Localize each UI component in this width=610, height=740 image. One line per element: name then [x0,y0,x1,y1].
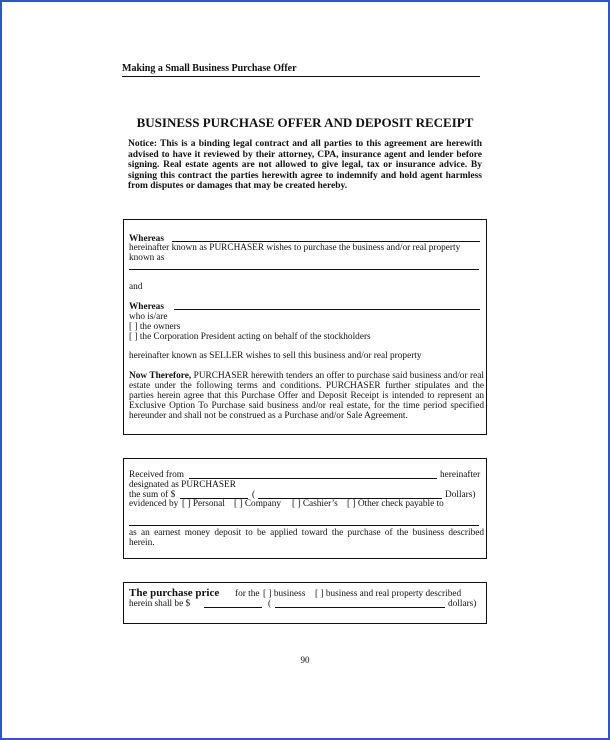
page-number: 90 [300,655,310,665]
paren-open: ( [252,490,256,500]
for-the-label: for the [235,589,260,599]
president-checkbox[interactable]: [ ] the Corporation President acting on behalf of the stockholders [129,332,371,342]
dollars-label: dollars) [448,599,477,609]
personal-checkbox[interactable]: [ ] Personal [182,499,225,509]
document-title: BUSINESS PURCHASE OFFER AND DEPOSIT RECEIPT [136,115,474,130]
known-as-label: known as [129,253,165,263]
dollars-label: Dollars) [445,490,476,500]
now-therefore-label: Now Therefore, [129,371,192,381]
business-name-line[interactable] [129,269,479,270]
purchaser-name-line[interactable] [172,241,480,242]
purchaser-text: hereinafter known as PURCHASER wishes to purchase the business and/or real property [129,243,461,253]
purchase-price-label: The purchase price [129,587,220,599]
now-therefore-paragraph [129,371,484,421]
payable-to-line[interactable] [129,525,479,526]
and-label: and [129,282,143,292]
owners-checkbox[interactable]: [ ] the owners [129,322,181,332]
designated-label: designated as PURCHASER [129,480,236,490]
sum-label: the sum of $ [129,490,176,500]
parties-section [123,219,487,435]
business-real-property-checkbox[interactable]: [ ] business and real property described [315,589,462,599]
seller-text: hereinafter known as SELLER wishes to sell this business and/or real property [129,351,422,361]
herein-shall-be-label: herein shall be $ [129,599,191,609]
document-header: Making a Small Business Purchase Offer [122,63,480,77]
who-is-are-label: who is/are [129,312,168,322]
price-words-line[interactable] [275,607,445,608]
business-checkbox[interactable]: [ ] business [263,589,306,599]
whereas-label: Whereas [129,302,164,312]
cashiers-checkbox[interactable]: [ ] Cashier’s [292,499,338,509]
whereas-label: Whereas [129,234,164,244]
deposit-text: as an earnest money deposit to be applied toward the purchase of the business described herein. [129,528,484,548]
notice-paragraph: Notice: This is a binding legal contract and all parties to this agreement are herewith advised to have it reviewed by their attorney, CPA, insurance agent and lender before signing. Real estate agents are not allowed to give legal, tax or insurance advice. By signing this contract the parties herewith agree to indemnify and hold agent harmless from disputes or damages that may be created hereby. [128,139,482,191]
received-from-label: Received from [129,470,184,480]
other-check-checkbox[interactable]: [ ] Other check payable to [347,499,444,509]
evidenced-by-label: evidenced by [129,499,179,509]
purchase-price-section [123,582,487,624]
company-checkbox[interactable]: [ ] Company [234,499,281,509]
received-from-line[interactable] [189,478,437,479]
hereinafter-label: hereinafter [440,470,481,480]
paren-open: ( [268,599,272,609]
seller-name-line[interactable] [174,309,480,310]
deposit-section [123,458,487,559]
price-amount-line[interactable] [204,607,262,608]
now-therefore-text: PURCHASER herewith tenders an offer to purchase said business and/or real estate under the following terms and conditions. PURCHASER further stipulates and the parties herein agree that this Purchase Offer and Deposit Receipt is intended to represent an Exclusive Option To Purchase said business and/or real estate, for the time period specified hereunder and shall not be construed as a Purchase and/or Sale Agreement. [129,371,484,421]
